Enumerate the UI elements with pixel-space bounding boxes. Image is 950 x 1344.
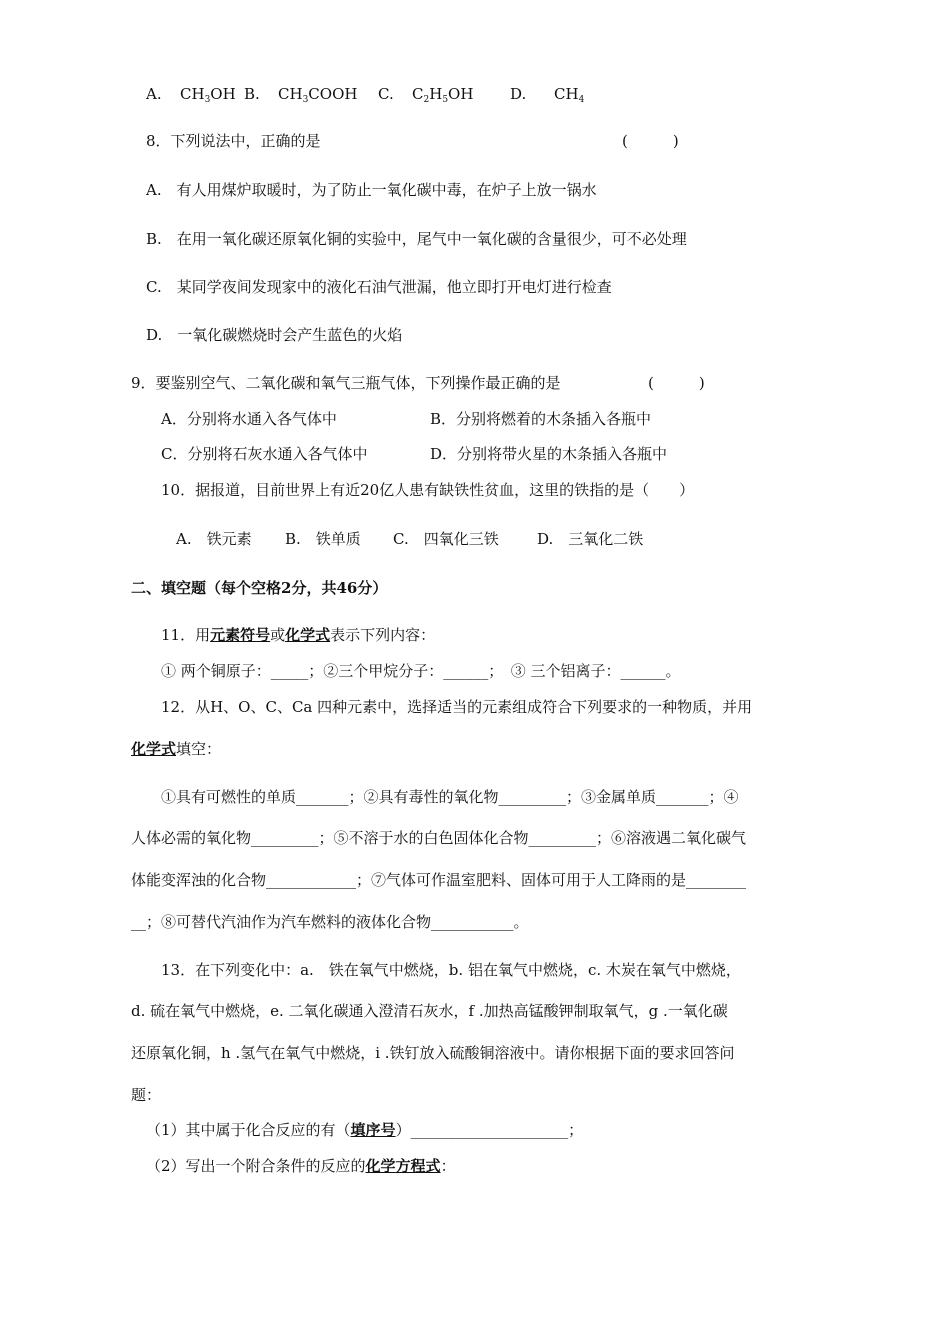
q9-option-c: C．分别将石灰水通入各气体中 bbox=[161, 445, 368, 463]
q11-term-formula: 化学式 bbox=[285, 626, 331, 644]
q11-stem: 11．用元素符号或化学式表示下列内容： bbox=[161, 626, 436, 644]
q8-option-b: B. 在用一氧化碳还原氧化铜的实验中，尾气中一氧化碳的含量很少，可不必处理 bbox=[146, 230, 687, 248]
q8-answer-paren: ( ) bbox=[622, 132, 679, 150]
q10-option-d: D. 三氧化二铁 bbox=[537, 530, 644, 548]
q12-line-1: ①具有可燃性的单质_______；②具有毒性的氧化物_________；③金属单质_______；④ bbox=[161, 788, 739, 806]
q10-option-b: B. 铁单质 bbox=[285, 530, 361, 548]
q9-option-a: A．分别将水通入各气体中 bbox=[161, 410, 337, 428]
q7-option-a-formula: $CH_3OH$ bbox=[180, 85, 236, 105]
q7-option-b-formula: $CH_3COOH$ bbox=[278, 85, 358, 105]
q9-option-d: D．分别将带火星的木条插入各瓶中 bbox=[430, 445, 668, 463]
q12-line-4: __；⑧可替代汽油作为汽车燃料的液体化合物___________。 bbox=[131, 913, 529, 931]
q9-option-b: B．分别将燃着的木条插入各瓶中 bbox=[430, 410, 652, 428]
q7-option-c-label: C. bbox=[378, 85, 394, 103]
q13-term-fill-number: 填序号 bbox=[350, 1121, 396, 1139]
q10-stem: 10．据报道，目前世界上有近20亿人患有缺铁性贫血，这里的铁指的是（ ） bbox=[161, 481, 695, 499]
q9-answer-paren: ( ) bbox=[648, 374, 705, 392]
q13-sub-1: （1）其中属于化合反应的有（填序号）_____________________； bbox=[146, 1121, 584, 1139]
q7-options bbox=[146, 84, 584, 104]
q13-line-3: 还原氧化铜，h .氢气在氧气中燃烧，i .铁钉放入硫酸铜溶液中。请你根据下面的要求回答问 bbox=[131, 1044, 735, 1062]
q13-term-equation: 化学方程式 bbox=[365, 1157, 441, 1175]
q8-option-d: D. 一氧化碳燃烧时会产生蓝色的火焰 bbox=[146, 326, 403, 344]
q7-option-d-formula: $CH_4$ bbox=[554, 85, 585, 105]
q8-option-c: C. 某同学夜间发现家中的液化石油气泄漏，他立即打开电灯进行检查 bbox=[146, 278, 612, 296]
q12-stem: 12．从H、O、C、Ca 四种元素中，选择适当的元素组成符合下列要求的一种物质，并用 bbox=[161, 698, 753, 716]
q11-term-element-symbol: 元素符号 bbox=[210, 626, 271, 644]
q13-line-2: d. 硫在氧气中燃烧，e. 二氧化碳通入澄清石灰水，f .加热高锰酸钾制取氧气，g .一氧化碳 bbox=[131, 1002, 728, 1020]
q7-option-c-formula: $C_2H_5OH$ bbox=[412, 85, 474, 105]
q13-line-1: 13．在下列变化中：a. 铁在氧气中燃烧，b. 铝在氧气中燃烧，c. 木炭在氧气中燃烧， bbox=[161, 961, 741, 979]
q12-stem-cont: 化学式填空： bbox=[131, 740, 222, 758]
q12-line-2: 人体必需的氧化物_________；⑤不溶于水的白色固体化合物_________；⑥溶液遇二氧化碳气 bbox=[131, 829, 747, 847]
q11-blanks: ① 两个铜原子：_____；②三个甲烷分子：______； ③ 三个铝离子：______。 bbox=[161, 662, 681, 680]
q7-option-b-label: B. bbox=[244, 85, 260, 103]
q10-option-c: C. 四氧化三铁 bbox=[393, 530, 499, 548]
q8-stem: 8．下列说法中，正确的是 bbox=[146, 132, 321, 150]
q13-sub-2: （2）写出一个附合条件的反应的化学方程式： bbox=[146, 1157, 456, 1175]
q8-option-a: A. 有人用煤炉取暖时，为了防止一氧化碳中毒，在炉子上放一锅水 bbox=[146, 181, 597, 199]
section-2-title: 二、填空题（每个空格2分，共46分） bbox=[131, 579, 388, 597]
q13-line-4: 题： bbox=[131, 1086, 162, 1104]
q12-term-formula: 化学式 bbox=[131, 740, 177, 758]
q10-option-a: A. 铁元素 bbox=[176, 530, 252, 548]
q9-stem: 9．要鉴别空气、二氧化碳和氧气三瓶气体，下列操作最正确的是 bbox=[131, 374, 561, 392]
q7-option-a-label: A. bbox=[146, 85, 162, 103]
q7-option-d-label: D. bbox=[510, 85, 527, 103]
q12-line-3: 体能变浑浊的化合物____________；⑦气体可作温室肥料、固体可用于人工降雨的是________ bbox=[131, 871, 747, 889]
